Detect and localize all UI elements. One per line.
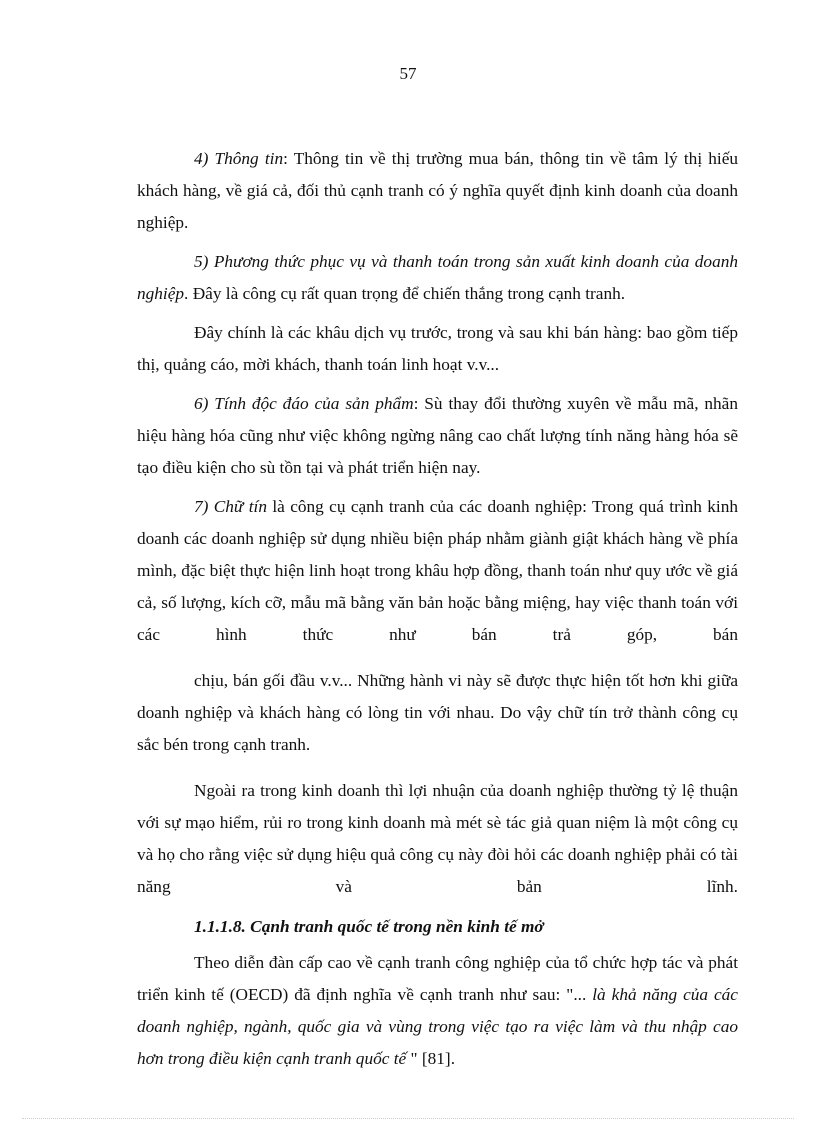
paragraph-label: 6) Tính độc đáo của sản phẩm	[194, 394, 414, 413]
paragraph-text: chịu, bán gối đầu v.v... Những hành vi này sẽ được thực hiện tốt hơn khi giữa doanh nghiệp và khách hàng có lòng tin với nhau. Do vậy chữ tín trở thành công cụ sắc bén trong cạnh tranh.	[137, 671, 738, 754]
document-body	[137, 143, 738, 1075]
paragraph-reputation	[137, 491, 738, 651]
paragraph-text: Đây chính là các khâu dịch vụ trước, trong và sau khi bán hàng: bao gồm tiếp thị, quảng cáo, mời khách, thanh toán linh hoạt v.v...	[137, 323, 738, 374]
paragraph-service-stages	[137, 317, 738, 381]
paragraph-text: Ngoài ra trong kinh doanh thì lợi nhuận của doanh nghiệp thường tỷ lệ thuận với sự mạo hiểm, rủi ro trong kinh doanh mà mét sè tác giả quan niệm là một công cụ và họ cho rằng việc sử dụng hiệu quả công cụ này đòi hỏi các doanh nghiệp phải có tài năng và bản lĩnh.	[137, 781, 738, 896]
paragraph-product-uniqueness	[137, 388, 738, 484]
paragraph-label: 4) Thông tin	[194, 149, 284, 168]
paragraph-information	[137, 143, 738, 239]
page-number: 57	[399, 64, 417, 83]
paragraph-reputation-continued	[137, 665, 738, 761]
paragraph-text: : Sù thay đổi thường xuyên về mẫu mã, nhãn hiệu hàng hóa cũng như việc không ngừng nâng cao chất lượng tính năng hàng hóa sẽ tạo điều kiện cho sù tồn tại và phát triển hiện nay.	[137, 394, 738, 477]
section-heading: 1.1.1.8. Cạnh tranh quốc tế trong nền kinh tế mở	[194, 917, 544, 936]
paragraph-text: . Đây là công cụ rất quan trọng để chiến thắng trong cạnh tranh.	[184, 284, 626, 303]
paragraph-service-payment	[137, 246, 738, 310]
quote-text: là khả năng của các doanh nghiệp, ngành, quốc gia và vùng trong việc tạo ra việc làm và thu nhập cao hơn trong điều kiện cạnh tranh quốc tế	[137, 985, 738, 1068]
page-bottom-divider	[22, 1118, 794, 1119]
paragraph-label: 7) Chữ tín	[194, 497, 267, 516]
paragraph-text: : Thông tin về thị trường mua bán, thông tin về tâm lý thị hiếu khách hàng, về giá cả, đối thủ cạnh tranh có ý nghĩa quyết định kinh doanh của doanh nghiệp.	[137, 149, 739, 232]
paragraph-text: Theo diễn đàn cấp cao về cạnh tranh công nghiệp của tổ chức hợp tác và phát triển kinh tế (OECD) đã định nghĩa về cạnh tranh như sau: "...	[137, 953, 738, 1004]
citation: " [81].	[406, 1049, 456, 1068]
paragraph-oecd-definition	[137, 947, 738, 1075]
paragraph-text: là công cụ cạnh tranh của các doanh nghiệp: Trong quá trình kinh doanh các doanh nghiệp sử dụng nhiều biện pháp nhằm giành giật khách hàng về phía mình, đặc biệt thực hiện linh hoạt trong khâu hợp đồng, thanh toán như quy ước về giá cả, số lượng, kích cỡ, mẫu mã bằng văn bản hoặc bằng miệng, hay việc thanh toán với các hình thức như bán trả góp, bán	[137, 497, 739, 644]
paragraph-risk	[137, 775, 738, 903]
paragraph-label: 5) Phương thức phục vụ và thanh toán trong sản xuất kinh doanh của doanh nghiệp	[137, 252, 738, 303]
